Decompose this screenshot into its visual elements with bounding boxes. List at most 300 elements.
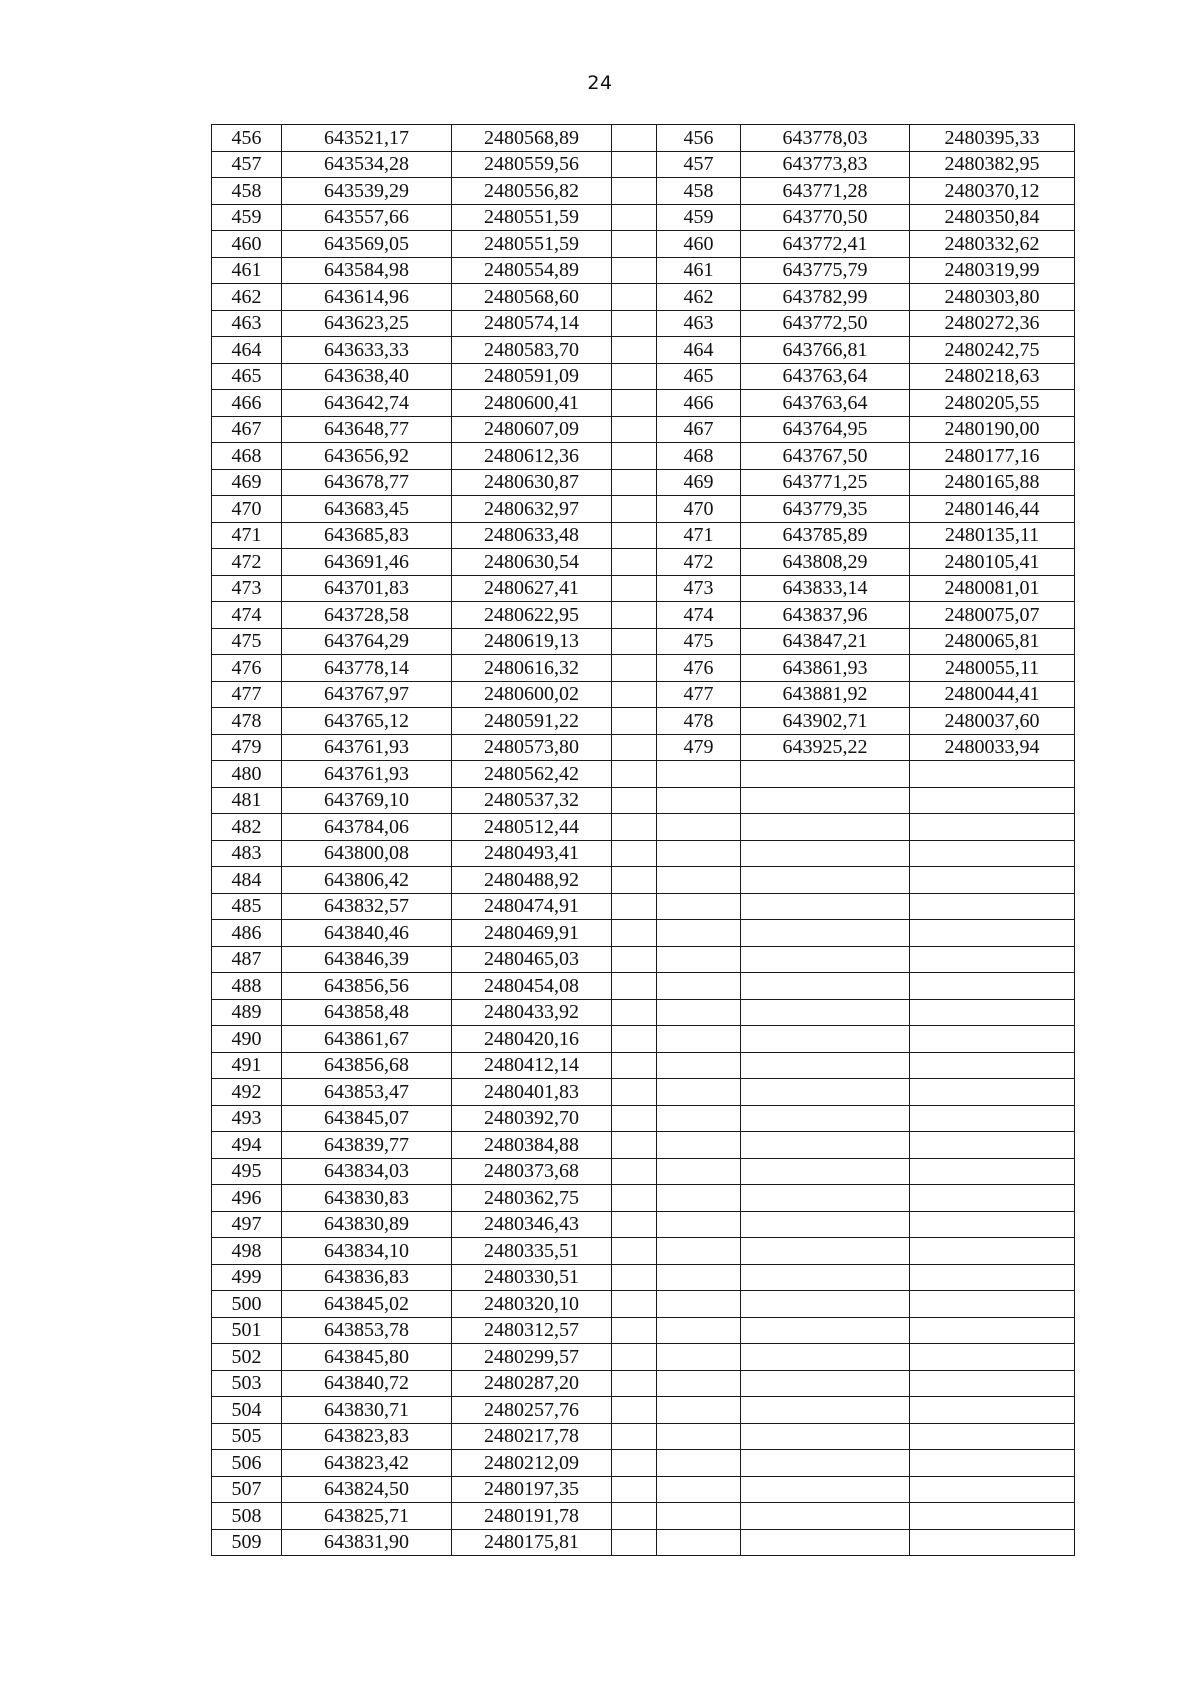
left-point-number-cell: 498 bbox=[212, 1238, 282, 1265]
empty-cell bbox=[657, 1211, 741, 1238]
table-row bbox=[212, 310, 1075, 337]
table-row bbox=[212, 575, 1075, 602]
empty-cell bbox=[612, 469, 657, 496]
empty-cell bbox=[910, 1503, 1075, 1530]
left-x-coordinate-cell: 643648,77 bbox=[282, 416, 452, 443]
right-y-coordinate-cell: 2480033,94 bbox=[910, 734, 1075, 761]
empty-cell bbox=[741, 1079, 910, 1106]
right-y-coordinate-cell: 2480075,07 bbox=[910, 602, 1075, 629]
table-row bbox=[212, 1529, 1075, 1556]
empty-cell bbox=[612, 1079, 657, 1106]
right-y-coordinate-cell: 2480319,99 bbox=[910, 257, 1075, 284]
right-y-coordinate-cell: 2480382,95 bbox=[910, 151, 1075, 178]
right-y-coordinate-cell: 2480044,41 bbox=[910, 681, 1075, 708]
table-row bbox=[212, 655, 1075, 682]
table-row bbox=[212, 1105, 1075, 1132]
empty-cell bbox=[612, 549, 657, 576]
right-y-coordinate-cell: 2480037,60 bbox=[910, 708, 1075, 735]
left-x-coordinate-cell: 643685,83 bbox=[282, 522, 452, 549]
right-y-coordinate-cell: 2480055,11 bbox=[910, 655, 1075, 682]
left-point-number-cell: 467 bbox=[212, 416, 282, 443]
left-x-coordinate-cell: 643638,40 bbox=[282, 363, 452, 390]
left-y-coordinate-cell: 2480612,36 bbox=[452, 443, 612, 470]
empty-cell bbox=[657, 920, 741, 947]
left-y-coordinate-cell: 2480562,42 bbox=[452, 761, 612, 788]
left-point-number-cell: 479 bbox=[212, 734, 282, 761]
empty-cell bbox=[741, 1476, 910, 1503]
empty-cell bbox=[910, 1079, 1075, 1106]
empty-cell bbox=[910, 920, 1075, 947]
right-point-number-cell: 469 bbox=[657, 469, 741, 496]
table-row bbox=[212, 1503, 1075, 1530]
empty-cell bbox=[612, 973, 657, 1000]
empty-cell bbox=[612, 814, 657, 841]
empty-cell bbox=[657, 946, 741, 973]
table-row bbox=[212, 363, 1075, 390]
empty-cell bbox=[657, 1450, 741, 1477]
left-y-coordinate-cell: 2480362,75 bbox=[452, 1185, 612, 1212]
table-row bbox=[212, 337, 1075, 364]
empty-cell bbox=[657, 1079, 741, 1106]
left-point-number-cell: 463 bbox=[212, 310, 282, 337]
table-row bbox=[212, 1079, 1075, 1106]
left-y-coordinate-cell: 2480299,57 bbox=[452, 1344, 612, 1371]
table-row bbox=[212, 973, 1075, 1000]
empty-cell bbox=[612, 1529, 657, 1556]
empty-cell bbox=[657, 787, 741, 814]
empty-cell bbox=[612, 920, 657, 947]
empty-cell bbox=[612, 655, 657, 682]
right-point-number-cell: 470 bbox=[657, 496, 741, 523]
empty-cell bbox=[657, 1529, 741, 1556]
empty-cell bbox=[612, 708, 657, 735]
table-row bbox=[212, 231, 1075, 258]
empty-cell bbox=[657, 1185, 741, 1212]
left-x-coordinate-cell: 643784,06 bbox=[282, 814, 452, 841]
empty-cell bbox=[741, 1370, 910, 1397]
empty-cell bbox=[910, 1529, 1075, 1556]
left-point-number-cell: 485 bbox=[212, 893, 282, 920]
table-row bbox=[212, 1158, 1075, 1185]
empty-cell bbox=[612, 1264, 657, 1291]
right-y-coordinate-cell: 2480350,84 bbox=[910, 204, 1075, 231]
table-row bbox=[212, 814, 1075, 841]
empty-cell bbox=[910, 893, 1075, 920]
left-point-number-cell: 459 bbox=[212, 204, 282, 231]
left-point-number-cell: 501 bbox=[212, 1317, 282, 1344]
left-x-coordinate-cell: 643846,39 bbox=[282, 946, 452, 973]
left-y-coordinate-cell: 2480554,89 bbox=[452, 257, 612, 284]
left-x-coordinate-cell: 643834,03 bbox=[282, 1158, 452, 1185]
table-row bbox=[212, 257, 1075, 284]
empty-cell bbox=[612, 734, 657, 761]
right-x-coordinate-cell: 643771,25 bbox=[741, 469, 910, 496]
left-x-coordinate-cell: 643830,83 bbox=[282, 1185, 452, 1212]
table-row bbox=[212, 443, 1075, 470]
left-x-coordinate-cell: 643569,05 bbox=[282, 231, 452, 258]
table-row bbox=[212, 920, 1075, 947]
left-point-number-cell: 505 bbox=[212, 1423, 282, 1450]
empty-cell bbox=[910, 1370, 1075, 1397]
left-point-number-cell: 461 bbox=[212, 257, 282, 284]
empty-cell bbox=[612, 1185, 657, 1212]
left-point-number-cell: 468 bbox=[212, 443, 282, 470]
right-x-coordinate-cell: 643775,79 bbox=[741, 257, 910, 284]
empty-cell bbox=[741, 893, 910, 920]
table-row bbox=[212, 1450, 1075, 1477]
table-row bbox=[212, 867, 1075, 894]
right-point-number-cell: 475 bbox=[657, 628, 741, 655]
empty-cell bbox=[657, 1370, 741, 1397]
left-y-coordinate-cell: 2480551,59 bbox=[452, 204, 612, 231]
left-x-coordinate-cell: 643557,66 bbox=[282, 204, 452, 231]
right-y-coordinate-cell: 2480218,63 bbox=[910, 363, 1075, 390]
right-x-coordinate-cell: 643782,99 bbox=[741, 284, 910, 311]
left-y-coordinate-cell: 2480633,48 bbox=[452, 522, 612, 549]
right-y-coordinate-cell: 2480165,88 bbox=[910, 469, 1075, 496]
left-point-number-cell: 503 bbox=[212, 1370, 282, 1397]
empty-cell bbox=[612, 575, 657, 602]
empty-cell bbox=[741, 946, 910, 973]
empty-cell bbox=[612, 761, 657, 788]
left-x-coordinate-cell: 643728,58 bbox=[282, 602, 452, 629]
empty-cell bbox=[612, 840, 657, 867]
right-y-coordinate-cell: 2480065,81 bbox=[910, 628, 1075, 655]
empty-cell bbox=[657, 893, 741, 920]
left-y-coordinate-cell: 2480591,22 bbox=[452, 708, 612, 735]
left-point-number-cell: 469 bbox=[212, 469, 282, 496]
empty-cell bbox=[910, 1132, 1075, 1159]
table-row bbox=[212, 204, 1075, 231]
left-point-number-cell: 492 bbox=[212, 1079, 282, 1106]
left-point-number-cell: 473 bbox=[212, 575, 282, 602]
empty-cell bbox=[741, 1344, 910, 1371]
table-row bbox=[212, 1211, 1075, 1238]
left-y-coordinate-cell: 2480392,70 bbox=[452, 1105, 612, 1132]
left-x-coordinate-cell: 643845,80 bbox=[282, 1344, 452, 1371]
empty-cell bbox=[741, 1450, 910, 1477]
left-y-coordinate-cell: 2480373,68 bbox=[452, 1158, 612, 1185]
empty-cell bbox=[910, 1291, 1075, 1318]
left-x-coordinate-cell: 643701,83 bbox=[282, 575, 452, 602]
left-x-coordinate-cell: 643769,10 bbox=[282, 787, 452, 814]
empty-cell bbox=[612, 178, 657, 205]
left-point-number-cell: 493 bbox=[212, 1105, 282, 1132]
empty-cell bbox=[612, 867, 657, 894]
empty-cell bbox=[657, 840, 741, 867]
left-y-coordinate-cell: 2480212,09 bbox=[452, 1450, 612, 1477]
empty-cell bbox=[612, 231, 657, 258]
coordinates-table bbox=[211, 124, 1075, 1556]
left-point-number-cell: 496 bbox=[212, 1185, 282, 1212]
right-x-coordinate-cell: 643833,14 bbox=[741, 575, 910, 602]
empty-cell bbox=[612, 151, 657, 178]
left-y-coordinate-cell: 2480197,35 bbox=[452, 1476, 612, 1503]
left-x-coordinate-cell: 643778,14 bbox=[282, 655, 452, 682]
empty-cell bbox=[612, 1450, 657, 1477]
left-x-coordinate-cell: 643539,29 bbox=[282, 178, 452, 205]
left-y-coordinate-cell: 2480346,43 bbox=[452, 1211, 612, 1238]
empty-cell bbox=[612, 1105, 657, 1132]
left-y-coordinate-cell: 2480384,88 bbox=[452, 1132, 612, 1159]
empty-cell bbox=[910, 1211, 1075, 1238]
table-row bbox=[212, 1238, 1075, 1265]
empty-cell bbox=[910, 1476, 1075, 1503]
empty-cell bbox=[612, 999, 657, 1026]
table-row bbox=[212, 893, 1075, 920]
left-point-number-cell: 478 bbox=[212, 708, 282, 735]
left-y-coordinate-cell: 2480412,14 bbox=[452, 1052, 612, 1079]
left-x-coordinate-cell: 643830,71 bbox=[282, 1397, 452, 1424]
right-point-number-cell: 472 bbox=[657, 549, 741, 576]
right-point-number-cell: 460 bbox=[657, 231, 741, 258]
right-y-coordinate-cell: 2480190,00 bbox=[910, 416, 1075, 443]
empty-cell bbox=[741, 1185, 910, 1212]
empty-cell bbox=[910, 1238, 1075, 1265]
right-x-coordinate-cell: 643771,28 bbox=[741, 178, 910, 205]
empty-cell bbox=[741, 1238, 910, 1265]
left-x-coordinate-cell: 643840,72 bbox=[282, 1370, 452, 1397]
right-point-number-cell: 467 bbox=[657, 416, 741, 443]
empty-cell bbox=[612, 284, 657, 311]
left-y-coordinate-cell: 2480488,92 bbox=[452, 867, 612, 894]
empty-cell bbox=[657, 1476, 741, 1503]
left-point-number-cell: 491 bbox=[212, 1052, 282, 1079]
table-row bbox=[212, 1476, 1075, 1503]
left-x-coordinate-cell: 643824,50 bbox=[282, 1476, 452, 1503]
left-point-number-cell: 500 bbox=[212, 1291, 282, 1318]
left-x-coordinate-cell: 643823,83 bbox=[282, 1423, 452, 1450]
left-x-coordinate-cell: 643853,78 bbox=[282, 1317, 452, 1344]
empty-cell bbox=[741, 867, 910, 894]
right-y-coordinate-cell: 2480303,80 bbox=[910, 284, 1075, 311]
empty-cell bbox=[657, 1238, 741, 1265]
left-y-coordinate-cell: 2480632,97 bbox=[452, 496, 612, 523]
right-x-coordinate-cell: 643763,64 bbox=[741, 363, 910, 390]
right-x-coordinate-cell: 643763,64 bbox=[741, 390, 910, 417]
empty-cell bbox=[741, 1423, 910, 1450]
empty-cell bbox=[741, 973, 910, 1000]
right-x-coordinate-cell: 643772,50 bbox=[741, 310, 910, 337]
left-x-coordinate-cell: 643633,33 bbox=[282, 337, 452, 364]
table-row bbox=[212, 999, 1075, 1026]
empty-cell bbox=[910, 814, 1075, 841]
left-x-coordinate-cell: 643534,28 bbox=[282, 151, 452, 178]
left-x-coordinate-cell: 643806,42 bbox=[282, 867, 452, 894]
table-row bbox=[212, 1317, 1075, 1344]
left-y-coordinate-cell: 2480630,54 bbox=[452, 549, 612, 576]
left-y-coordinate-cell: 2480512,44 bbox=[452, 814, 612, 841]
page-number: 24 bbox=[587, 72, 613, 94]
left-x-coordinate-cell: 643856,68 bbox=[282, 1052, 452, 1079]
left-point-number-cell: 507 bbox=[212, 1476, 282, 1503]
left-x-coordinate-cell: 643839,77 bbox=[282, 1132, 452, 1159]
empty-cell bbox=[612, 1291, 657, 1318]
table-row bbox=[212, 469, 1075, 496]
left-y-coordinate-cell: 2480257,76 bbox=[452, 1397, 612, 1424]
right-x-coordinate-cell: 643778,03 bbox=[741, 125, 910, 152]
empty-cell bbox=[612, 1238, 657, 1265]
left-y-coordinate-cell: 2480559,56 bbox=[452, 151, 612, 178]
empty-cell bbox=[612, 204, 657, 231]
empty-cell bbox=[741, 920, 910, 947]
right-x-coordinate-cell: 643785,89 bbox=[741, 522, 910, 549]
empty-cell bbox=[657, 1423, 741, 1450]
empty-cell bbox=[657, 1344, 741, 1371]
empty-cell bbox=[657, 814, 741, 841]
right-x-coordinate-cell: 643773,83 bbox=[741, 151, 910, 178]
left-x-coordinate-cell: 643764,29 bbox=[282, 628, 452, 655]
left-y-coordinate-cell: 2480320,10 bbox=[452, 1291, 612, 1318]
empty-cell bbox=[612, 496, 657, 523]
table-row bbox=[212, 602, 1075, 629]
empty-cell bbox=[657, 1317, 741, 1344]
empty-cell bbox=[657, 1026, 741, 1053]
table-row bbox=[212, 1264, 1075, 1291]
empty-cell bbox=[741, 814, 910, 841]
right-x-coordinate-cell: 643808,29 bbox=[741, 549, 910, 576]
empty-cell bbox=[910, 1397, 1075, 1424]
right-point-number-cell: 473 bbox=[657, 575, 741, 602]
empty-cell bbox=[910, 1423, 1075, 1450]
right-point-number-cell: 459 bbox=[657, 204, 741, 231]
left-point-number-cell: 502 bbox=[212, 1344, 282, 1371]
empty-cell bbox=[910, 1185, 1075, 1212]
empty-cell bbox=[612, 522, 657, 549]
right-x-coordinate-cell: 643847,21 bbox=[741, 628, 910, 655]
right-point-number-cell: 462 bbox=[657, 284, 741, 311]
table-row bbox=[212, 1185, 1075, 1212]
empty-cell bbox=[657, 1052, 741, 1079]
table-row bbox=[212, 946, 1075, 973]
left-y-coordinate-cell: 2480583,70 bbox=[452, 337, 612, 364]
left-x-coordinate-cell: 643656,92 bbox=[282, 443, 452, 470]
left-x-coordinate-cell: 643853,47 bbox=[282, 1079, 452, 1106]
left-y-coordinate-cell: 2480465,03 bbox=[452, 946, 612, 973]
empty-cell bbox=[612, 1026, 657, 1053]
left-y-coordinate-cell: 2480335,51 bbox=[452, 1238, 612, 1265]
empty-cell bbox=[612, 416, 657, 443]
left-y-coordinate-cell: 2480574,14 bbox=[452, 310, 612, 337]
empty-cell bbox=[910, 973, 1075, 1000]
left-x-coordinate-cell: 643584,98 bbox=[282, 257, 452, 284]
right-y-coordinate-cell: 2480146,44 bbox=[910, 496, 1075, 523]
right-point-number-cell: 461 bbox=[657, 257, 741, 284]
right-y-coordinate-cell: 2480177,16 bbox=[910, 443, 1075, 470]
right-x-coordinate-cell: 643764,95 bbox=[741, 416, 910, 443]
left-point-number-cell: 486 bbox=[212, 920, 282, 947]
right-point-number-cell: 463 bbox=[657, 310, 741, 337]
empty-cell bbox=[612, 1423, 657, 1450]
left-point-number-cell: 464 bbox=[212, 337, 282, 364]
left-point-number-cell: 480 bbox=[212, 761, 282, 788]
left-y-coordinate-cell: 2480312,57 bbox=[452, 1317, 612, 1344]
right-x-coordinate-cell: 643837,96 bbox=[741, 602, 910, 629]
left-y-coordinate-cell: 2480591,09 bbox=[452, 363, 612, 390]
left-point-number-cell: 487 bbox=[212, 946, 282, 973]
left-y-coordinate-cell: 2480401,83 bbox=[452, 1079, 612, 1106]
left-y-coordinate-cell: 2480330,51 bbox=[452, 1264, 612, 1291]
left-y-coordinate-cell: 2480556,82 bbox=[452, 178, 612, 205]
right-x-coordinate-cell: 643925,22 bbox=[741, 734, 910, 761]
left-y-coordinate-cell: 2480600,02 bbox=[452, 681, 612, 708]
empty-cell bbox=[910, 840, 1075, 867]
left-y-coordinate-cell: 2480191,78 bbox=[452, 1503, 612, 1530]
empty-cell bbox=[612, 1344, 657, 1371]
left-x-coordinate-cell: 643691,46 bbox=[282, 549, 452, 576]
left-point-number-cell: 497 bbox=[212, 1211, 282, 1238]
left-point-number-cell: 476 bbox=[212, 655, 282, 682]
right-point-number-cell: 474 bbox=[657, 602, 741, 629]
empty-cell bbox=[612, 363, 657, 390]
empty-cell bbox=[612, 1370, 657, 1397]
right-x-coordinate-cell: 643766,81 bbox=[741, 337, 910, 364]
left-point-number-cell: 504 bbox=[212, 1397, 282, 1424]
left-point-number-cell: 488 bbox=[212, 973, 282, 1000]
empty-cell bbox=[657, 761, 741, 788]
table-row bbox=[212, 549, 1075, 576]
left-point-number-cell: 494 bbox=[212, 1132, 282, 1159]
empty-cell bbox=[612, 946, 657, 973]
left-y-coordinate-cell: 2480630,87 bbox=[452, 469, 612, 496]
left-y-coordinate-cell: 2480175,81 bbox=[452, 1529, 612, 1556]
empty-cell bbox=[612, 1503, 657, 1530]
empty-cell bbox=[612, 310, 657, 337]
left-x-coordinate-cell: 643834,10 bbox=[282, 1238, 452, 1265]
left-y-coordinate-cell: 2480474,91 bbox=[452, 893, 612, 920]
right-y-coordinate-cell: 2480370,12 bbox=[910, 178, 1075, 205]
empty-cell bbox=[657, 1291, 741, 1318]
left-x-coordinate-cell: 643765,12 bbox=[282, 708, 452, 735]
right-point-number-cell: 456 bbox=[657, 125, 741, 152]
table-row bbox=[212, 125, 1075, 152]
left-y-coordinate-cell: 2480573,80 bbox=[452, 734, 612, 761]
empty-cell bbox=[612, 257, 657, 284]
left-y-coordinate-cell: 2480217,78 bbox=[452, 1423, 612, 1450]
table-row bbox=[212, 1370, 1075, 1397]
left-y-coordinate-cell: 2480454,08 bbox=[452, 973, 612, 1000]
left-x-coordinate-cell: 643858,48 bbox=[282, 999, 452, 1026]
left-y-coordinate-cell: 2480616,32 bbox=[452, 655, 612, 682]
right-x-coordinate-cell: 643770,50 bbox=[741, 204, 910, 231]
right-y-coordinate-cell: 2480205,55 bbox=[910, 390, 1075, 417]
left-x-coordinate-cell: 643683,45 bbox=[282, 496, 452, 523]
empty-cell bbox=[910, 1317, 1075, 1344]
left-point-number-cell: 472 bbox=[212, 549, 282, 576]
table-row bbox=[212, 496, 1075, 523]
left-y-coordinate-cell: 2480607,09 bbox=[452, 416, 612, 443]
table-row bbox=[212, 178, 1075, 205]
table-row bbox=[212, 708, 1075, 735]
empty-cell bbox=[657, 973, 741, 1000]
left-point-number-cell: 456 bbox=[212, 125, 282, 152]
empty-cell bbox=[741, 1317, 910, 1344]
left-x-coordinate-cell: 643761,93 bbox=[282, 761, 452, 788]
empty-cell bbox=[612, 1211, 657, 1238]
table-row bbox=[212, 787, 1075, 814]
empty-cell bbox=[657, 1264, 741, 1291]
empty-cell bbox=[741, 1503, 910, 1530]
empty-cell bbox=[612, 443, 657, 470]
empty-cell bbox=[612, 125, 657, 152]
right-point-number-cell: 457 bbox=[657, 151, 741, 178]
empty-cell bbox=[910, 999, 1075, 1026]
empty-cell bbox=[741, 1291, 910, 1318]
empty-cell bbox=[741, 999, 910, 1026]
right-point-number-cell: 465 bbox=[657, 363, 741, 390]
empty-cell bbox=[612, 1132, 657, 1159]
table-row bbox=[212, 1423, 1075, 1450]
